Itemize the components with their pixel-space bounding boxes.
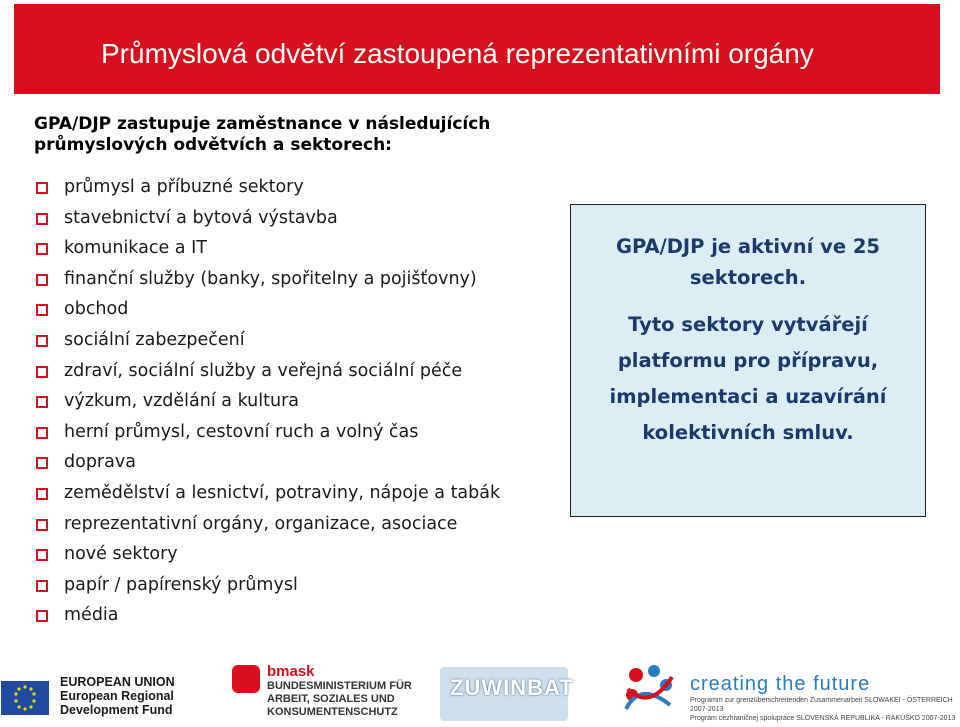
info-box	[570, 204, 926, 517]
info-body: Tyto sektory vytvářejí platformu pro přípravu, implementaci a uzavírání kolektivních smluv.	[609, 313, 887, 444]
list-item: papír / papírenský průmysl	[36, 574, 556, 597]
bmask-logo-text: bmask BUNDESMINISTERIUM FÜR ARBEIT, SOZIALES UND KONSUMENTENSCHUTZ	[267, 663, 412, 718]
bullet-square-icon	[36, 335, 48, 347]
list-item: nové sektory	[36, 543, 556, 566]
bullet-square-icon	[36, 274, 48, 286]
list-item: obchod	[36, 298, 556, 321]
bullet-square-icon	[36, 366, 48, 378]
creating-the-future-logo-icon	[620, 661, 678, 715]
sector-list	[36, 176, 556, 635]
bullet-square-icon	[36, 519, 48, 531]
creating-the-future-logo-text: creating the future Programm zur grenzüberschreitenden Zusammenarbeit SLOWAKEI - ÖSTERREICH 2007-2013 Program cezhraničnej spolupráce SLOVENSKÁ REPUBLIKA - RAKÚSKO 2007-2013	[690, 673, 956, 722]
list-item: doprava	[36, 451, 556, 474]
bullet-square-icon	[36, 213, 48, 225]
intro-text: GPA/DJP zastupuje zaměstnance v následujících průmyslových odvětvích a sektorech:	[34, 114, 491, 155]
list-item: finanční služby (banky, spořitelny a pojišťovny)	[36, 268, 556, 291]
bullet-square-icon	[36, 396, 48, 408]
bullet-square-icon	[36, 243, 48, 255]
page-title: Průmyslová odvětví zastoupená reprezentativními orgány	[101, 38, 814, 69]
bullet-square-icon	[36, 610, 48, 622]
eu-flag-icon	[1, 681, 49, 715]
info-heading: GPA/DJP je aktivní ve 25 sektorech.	[615, 235, 880, 289]
list-item: reprezentativní orgány, organizace, asociace	[36, 513, 556, 536]
bullet-square-icon	[36, 427, 48, 439]
bmask-logo-icon	[232, 665, 260, 693]
list-item: zemědělství a lesnictví, potraviny, nápoje a tabák	[36, 482, 524, 505]
bullet-square-icon	[36, 580, 48, 592]
list-item: stavebnictví a bytová výstavba	[36, 207, 556, 230]
bullet-square-icon	[36, 549, 48, 561]
list-item: sociální zabezpečení	[36, 329, 556, 352]
list-item: průmysl a příbuzné sektory	[36, 176, 556, 199]
zuwinbat-logo: ZUWINBAT	[440, 667, 568, 721]
bullet-square-icon	[36, 457, 48, 469]
bullet-square-icon	[36, 488, 48, 500]
list-item: média	[36, 604, 556, 627]
bullet-square-icon	[36, 304, 48, 316]
bullet-square-icon	[36, 182, 48, 194]
eu-logo-text: EUROPEAN UNION European Regional Development Fund	[60, 675, 175, 717]
list-item: zdraví, sociální služby a veřejná sociální péče	[36, 360, 556, 383]
list-item: herní průmysl, cestovní ruch a volný čas	[36, 421, 556, 444]
footer-logos	[0, 655, 960, 727]
title-bar	[14, 4, 940, 94]
list-item: výzkum, vzdělání a kultura	[36, 390, 556, 413]
list-item: komunikace a IT	[36, 237, 556, 260]
